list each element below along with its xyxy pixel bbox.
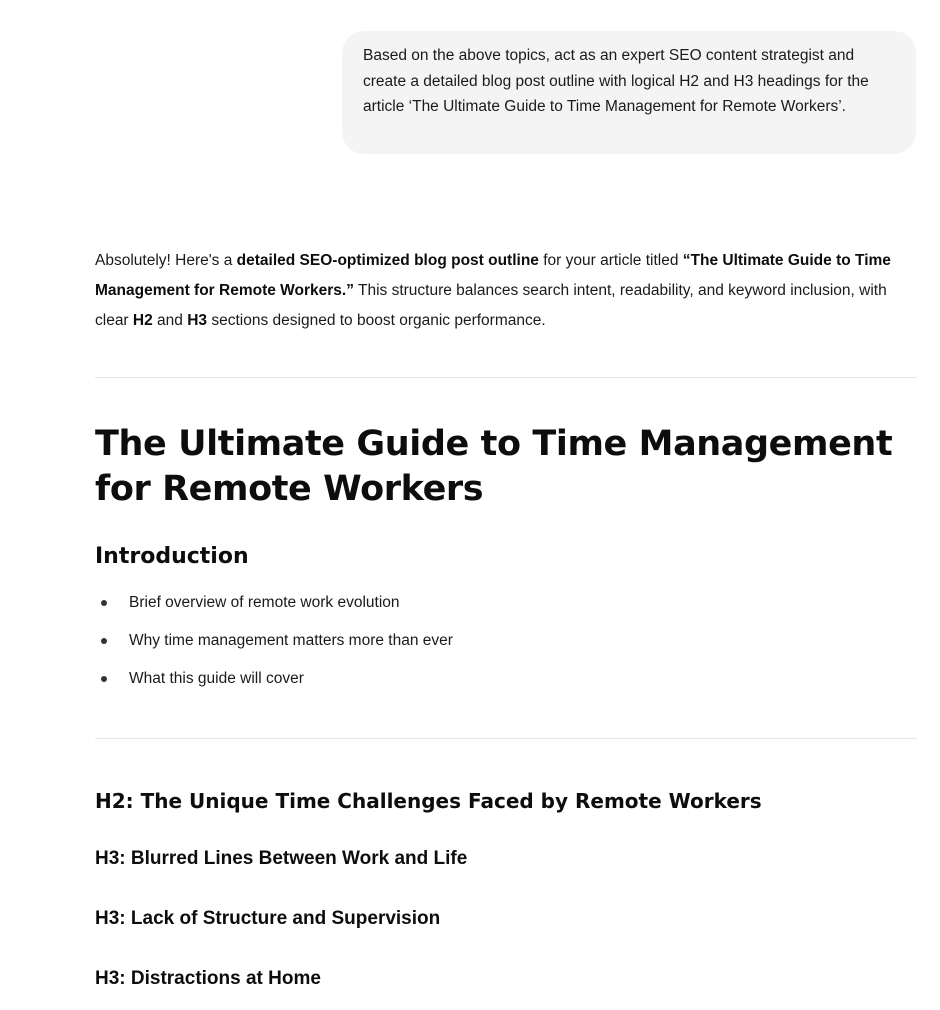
list-item [95,666,453,704]
bullet-icon [101,600,107,606]
intro-text-5: sections designed to boost organic performance. [207,312,546,329]
intro-bold-2: “The Ultimate Guide to Time Management for Remote Workers.” [95,252,891,299]
section-h3-heading: H3: Lack of Structure and Supervision [95,908,441,929]
intro-bold-4: H3 [187,312,208,329]
section-h3-heading: H3: Blurred Lines Between Work and Life [95,848,468,869]
intro-text-3: This structure balances search intent, readability, and keyword inclusion, with clear [95,282,887,329]
bullet-icon [101,676,107,682]
introduction-bullet-list [95,590,453,704]
list-item [95,590,453,628]
bullet-icon [101,638,107,644]
introduction-heading: Introduction [95,544,249,569]
intro-text-4: and [152,312,188,329]
intro-text-2: for your article titled [538,252,683,269]
user-message-bubble [342,31,916,154]
intro-text-1: Absolutely! Here's a [95,252,237,269]
outline-title: The Ultimate Guide to Time Management for Remote Workers [95,424,893,509]
list-item-text: Brief overview of remote work evolution [129,594,400,611]
list-item-text: Why time management matters more than ever [129,632,453,649]
list-item-text: What this guide will cover [129,670,304,687]
intro-bold-3: H2 [132,312,153,329]
intro-bold-1: detailed SEO-optimized blog post outline [236,252,539,269]
assistant-intro-paragraph [95,246,917,336]
section-h2-heading: H2: The Unique Time Challenges Faced by Remote Workers [95,789,762,813]
section-divider [95,377,917,378]
section-divider [95,738,917,739]
section-h3-heading: H3: Distractions at Home [95,968,321,989]
list-item [95,628,453,666]
user-message-text: Based on the above topics, act as an expert SEO content strategist and create a detailed blog post outline with logical H2 and H3 headings for the article ‘The Ultimate Guide to Time Management for Remote Workers’. [363,47,869,115]
